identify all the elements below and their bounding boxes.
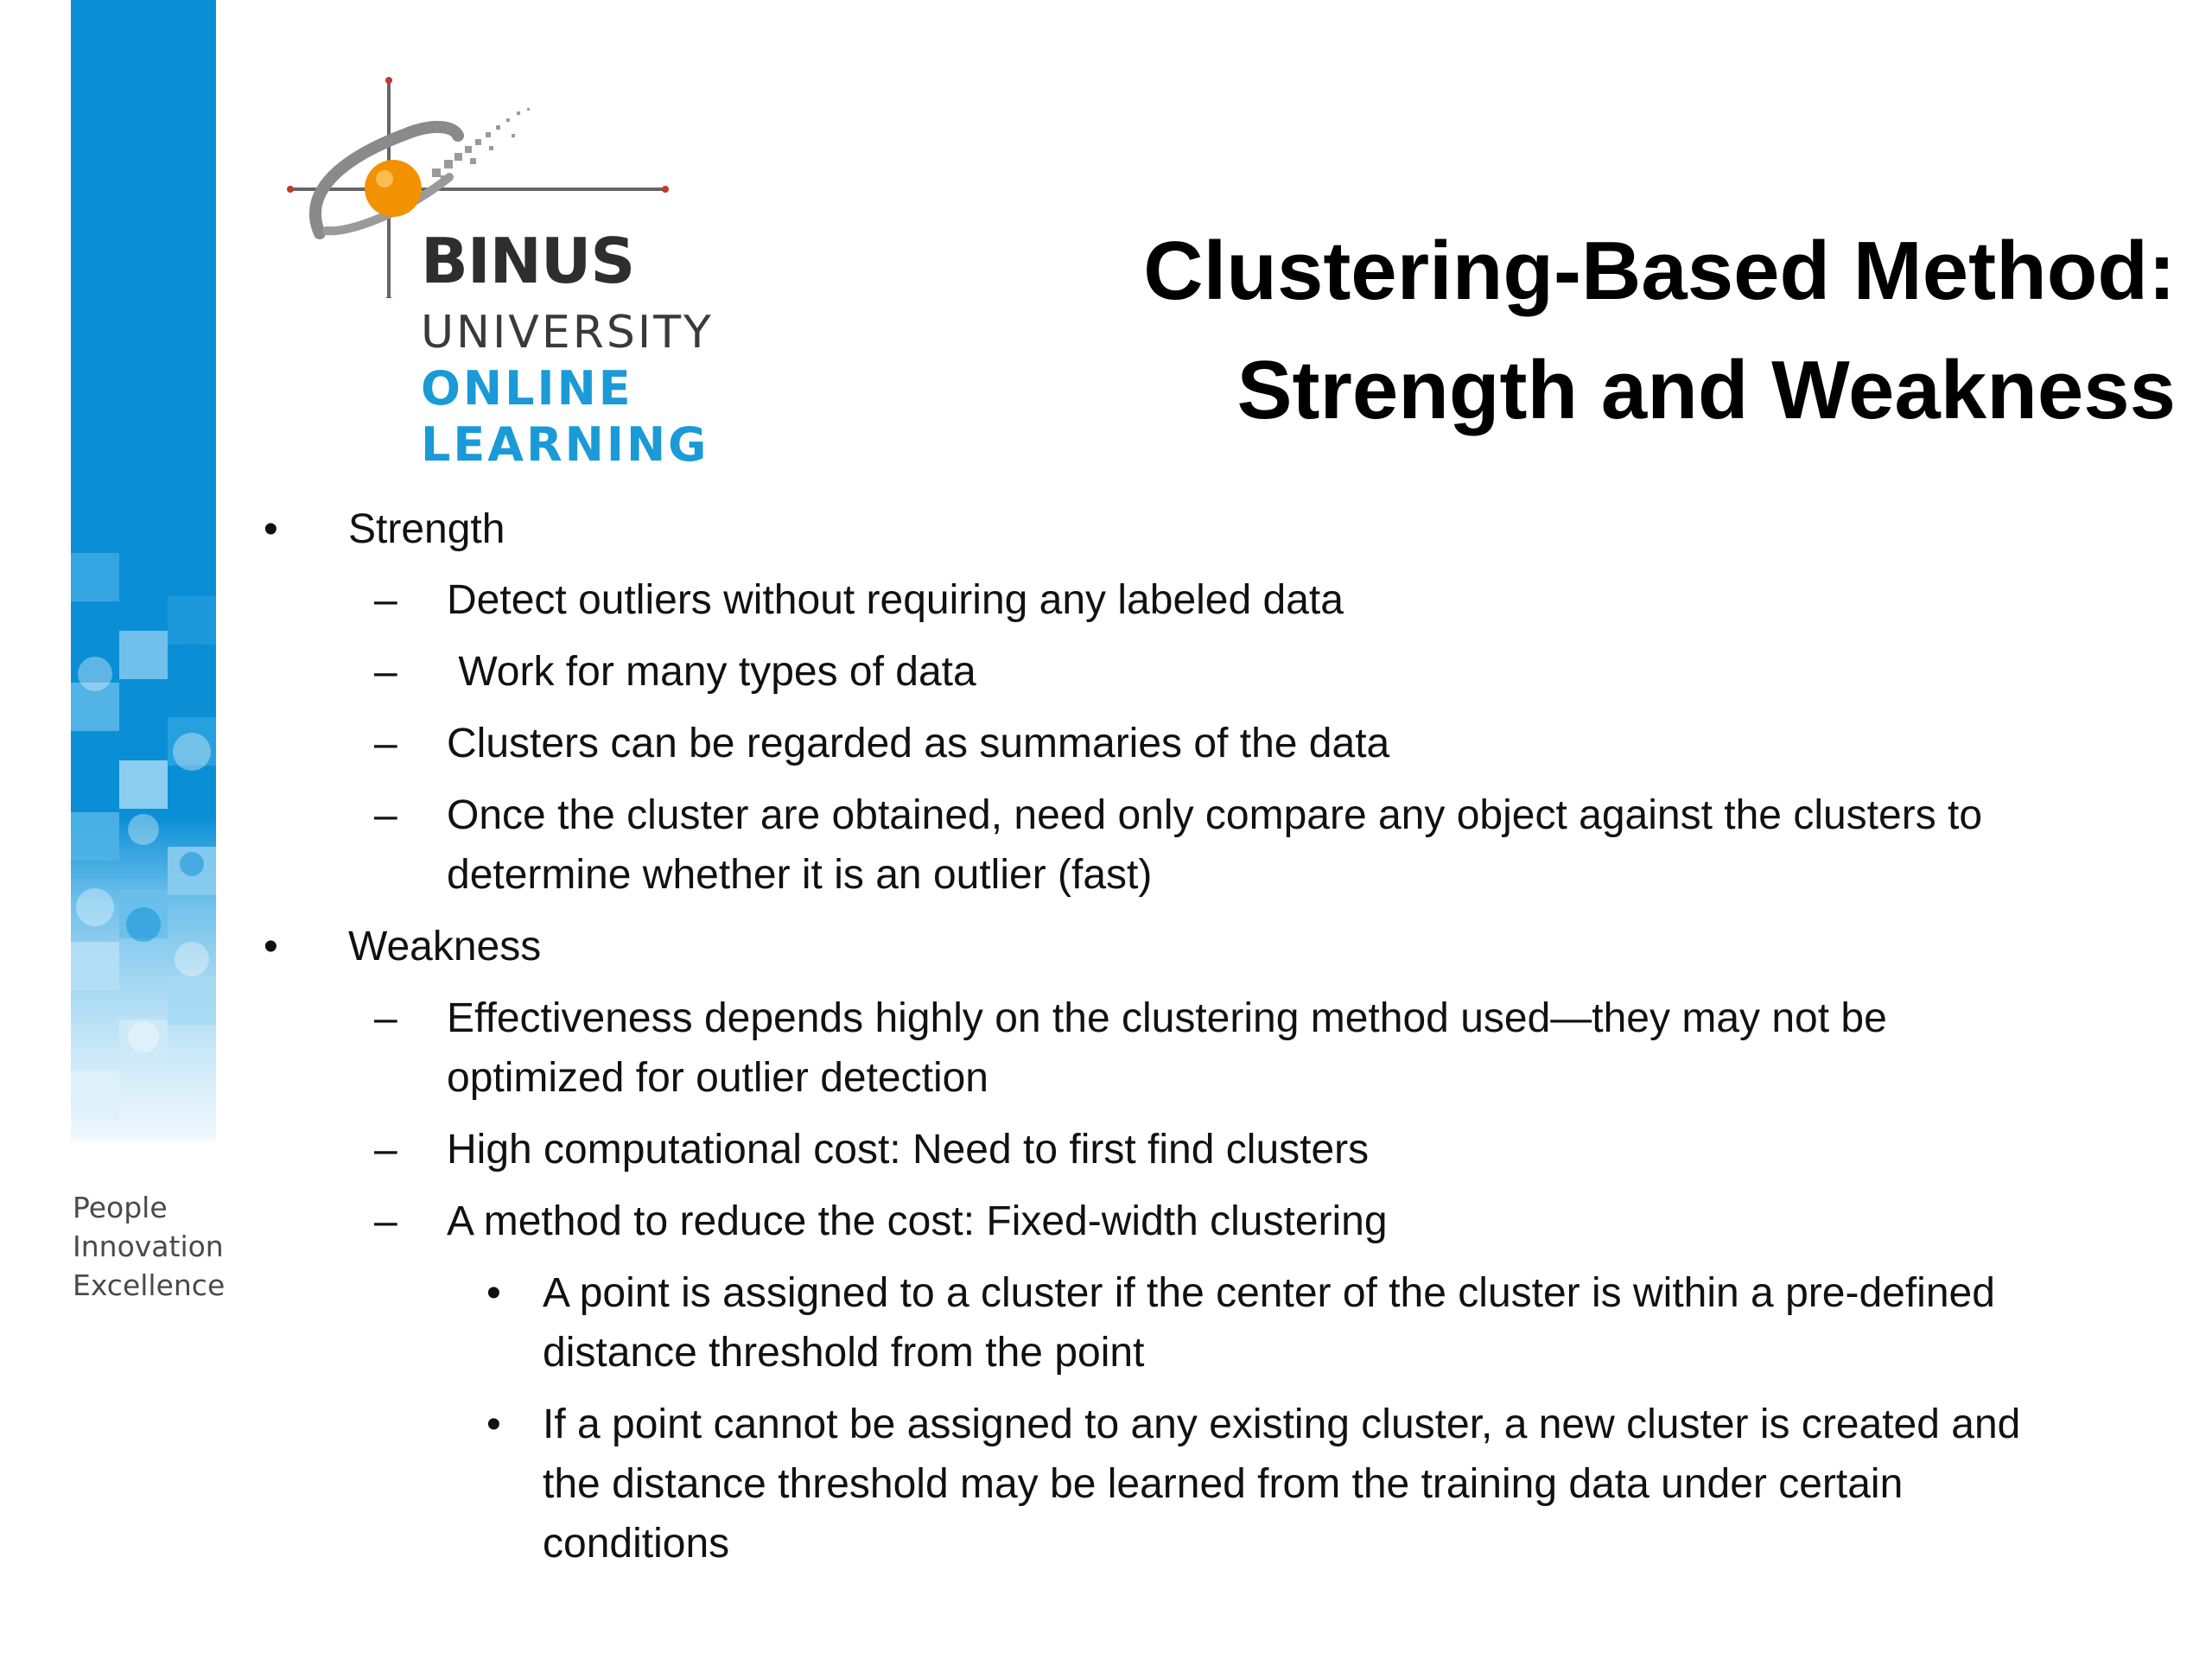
strength-item-4-line-2: determine whether it is an outlier (fast) (447, 852, 1153, 898)
dash-marker: – (374, 1198, 397, 1244)
logo-text-learning: LEARNING (421, 417, 709, 472)
logo-text-binus: BINUS (421, 225, 635, 297)
tagline-innovation: Innovation (73, 1230, 224, 1263)
subitem-2-line-2: the distance threshold may be learned from the training data under certain (543, 1461, 1904, 1507)
dash-marker: – (374, 1127, 397, 1173)
weakness-heading: Weakness (348, 924, 542, 969)
strength-item-4-line-1: Once the cluster are obtained, need only compare any object against the clusters to (447, 792, 1983, 838)
sub-bullet-marker: • (486, 1270, 501, 1316)
slide-title-line-1: Clustering-Based Method: (1143, 225, 2176, 317)
dash-marker: – (374, 995, 397, 1041)
tagline-excellence: Excellence (73, 1268, 226, 1302)
bullet-marker: • (264, 924, 278, 969)
subitem-2-line-3: conditions (543, 1521, 730, 1567)
dash-marker: – (374, 577, 397, 623)
tagline-people: People (73, 1191, 168, 1224)
slide-title-line-2: Strength and Weakness (1236, 344, 2176, 436)
strength-item-1: Detect outliers without requiring any labeled data (447, 577, 1344, 623)
bullet-marker: • (264, 506, 278, 552)
strength-item-3: Clusters can be regarded as summaries of the data (447, 721, 1390, 766)
subitem-1-line-2: distance threshold from the point (543, 1330, 1145, 1376)
dash-marker: – (374, 792, 397, 838)
subitem-1-line-1: A point is assigned to a cluster if the center of the cluster is within a pre-defined (543, 1270, 1995, 1316)
dash-marker: – (374, 649, 397, 695)
logo-text-university: UNIVERSITY (421, 307, 714, 359)
weakness-item-3: A method to reduce the cost: Fixed-width clustering (447, 1198, 1388, 1244)
logo-text-online: ONLINE (421, 361, 633, 416)
strength-heading: Strength (348, 506, 505, 552)
dash-marker: – (374, 721, 397, 766)
weakness-item-2: High computational cost: Need to first find clusters (447, 1127, 1370, 1173)
subitem-2-line-1: If a point cannot be assigned to any existing cluster, a new cluster is created and (543, 1402, 2021, 1447)
sub-bullet-marker: • (486, 1402, 501, 1447)
weakness-item-1-line-1: Effectiveness depends highly on the clustering method used—they may not be (447, 995, 1887, 1041)
strength-item-2: Work for many types of data (447, 649, 976, 695)
weakness-item-1-line-2: optimized for outlier detection (447, 1055, 988, 1101)
